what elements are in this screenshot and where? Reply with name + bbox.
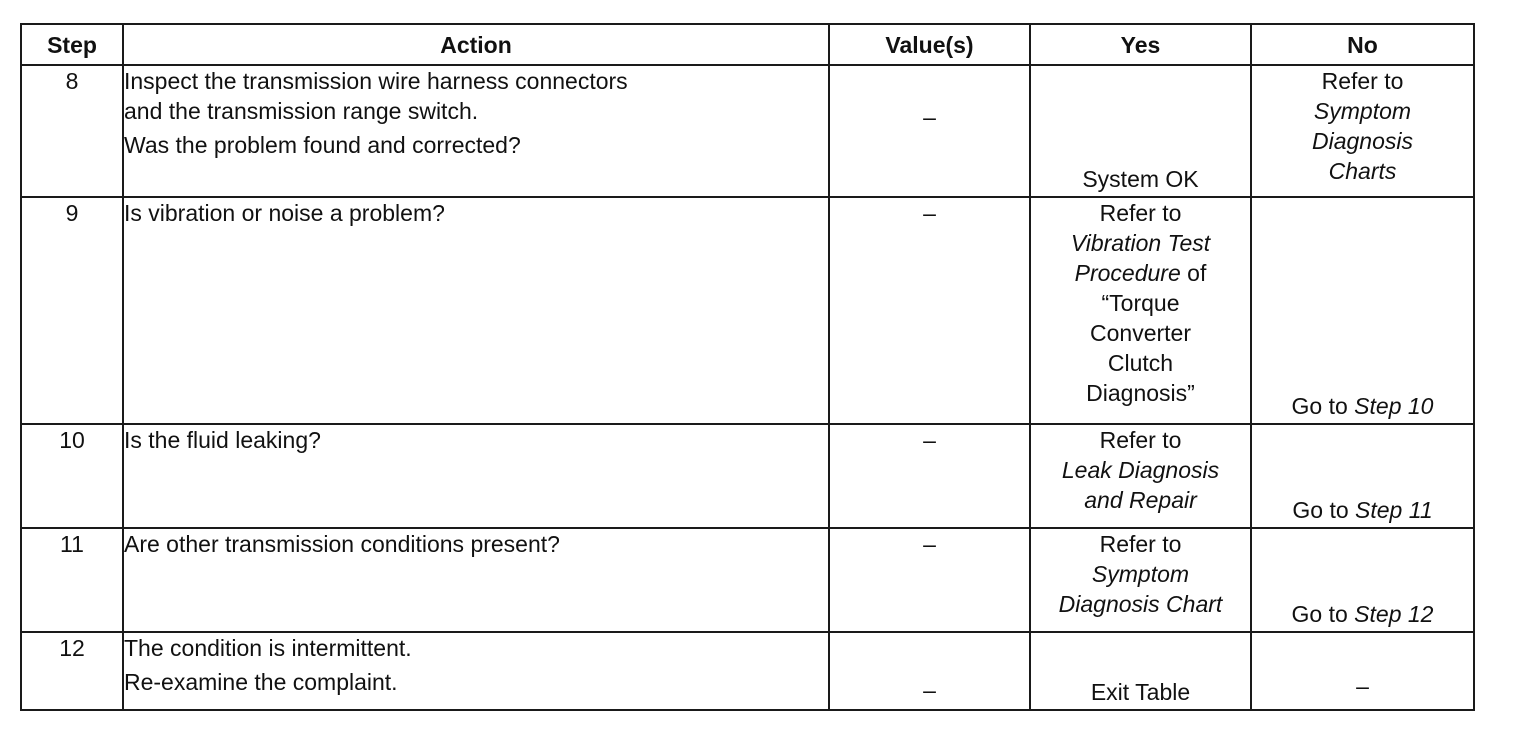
yes-cell — [1030, 424, 1251, 528]
value-cell: – — [829, 424, 1030, 528]
header-action: Action — [123, 24, 829, 65]
yes-result: System OK — [1082, 166, 1199, 192]
yes-reference-line — [1031, 258, 1250, 288]
header-values: Value(s) — [829, 24, 1030, 65]
no-reference-link[interactable]: Charts — [1328, 158, 1397, 184]
action-text: Was the problem found and corrected? — [124, 132, 521, 158]
step-number: 12 — [21, 632, 123, 710]
step-number: 10 — [21, 424, 123, 528]
no-cell — [1251, 528, 1474, 632]
action-text: Is vibration or noise a problem? — [124, 200, 445, 226]
yes-reference-suffix: of — [1180, 260, 1207, 286]
table-row — [21, 424, 1474, 528]
yes-reference-link[interactable]: Vibration Test — [1070, 230, 1211, 256]
no-result: – — [1356, 673, 1369, 699]
value-cell: – — [829, 65, 1030, 197]
header-row — [21, 24, 1474, 65]
action-text: Are other transmission conditions present? — [124, 531, 560, 557]
yes-reference-text: Converter — [1090, 320, 1191, 346]
action-text: Inspect the transmission wire harness connectors — [124, 68, 628, 94]
yes-reference-link[interactable]: Diagnosis Chart — [1058, 591, 1223, 617]
header-yes: Yes — [1030, 24, 1251, 65]
step-number: 11 — [21, 528, 123, 632]
goto-step-link[interactable]: Step 12 — [1354, 601, 1434, 627]
header-no: No — [1251, 24, 1474, 65]
action-cell — [123, 197, 829, 424]
yes-refer-text: Refer to — [1099, 531, 1182, 557]
yes-cell — [1030, 632, 1251, 710]
no-reference-link[interactable]: Diagnosis — [1312, 128, 1413, 154]
yes-reference-text: Diagnosis” — [1086, 380, 1195, 406]
yes-refer-text: Refer to — [1099, 427, 1182, 453]
action-cell — [123, 65, 829, 197]
yes-reference-link[interactable]: and Repair — [1084, 487, 1197, 513]
no-cell — [1251, 632, 1474, 710]
value-cell: – — [829, 528, 1030, 632]
step-number: 9 — [21, 197, 123, 424]
goto-step-link[interactable]: Step 11 — [1355, 497, 1433, 523]
yes-refer-text: Refer to — [1099, 200, 1182, 226]
header-step: Step — [21, 24, 123, 65]
no-goto — [1252, 599, 1473, 629]
no-cell — [1251, 65, 1474, 197]
no-cell — [1251, 197, 1474, 424]
action-cell — [123, 528, 829, 632]
action-cell — [123, 424, 829, 528]
no-cell — [1251, 424, 1474, 528]
yes-reference-text: “Torque — [1101, 290, 1180, 316]
value-cell: – — [829, 632, 1030, 710]
yes-result: Exit Table — [1090, 679, 1191, 705]
goto-step-link[interactable]: Step 10 — [1354, 393, 1434, 419]
diagnostic-table — [20, 23, 1475, 711]
yes-reference-link[interactable]: Symptom — [1091, 561, 1190, 587]
action-text: Is the fluid leaking? — [124, 427, 321, 453]
table-row — [21, 632, 1474, 710]
action-text: The condition is intermittent. — [124, 635, 412, 661]
table-row — [21, 197, 1474, 424]
yes-reference-text: Clutch — [1107, 350, 1174, 376]
goto-text: Go to — [1291, 393, 1355, 419]
yes-reference-link[interactable]: Procedure — [1074, 260, 1181, 286]
yes-cell — [1030, 197, 1251, 424]
goto-text: Go to — [1292, 497, 1356, 523]
action-text: and the transmission range switch. — [124, 98, 479, 124]
goto-text: Go to — [1291, 601, 1355, 627]
no-goto — [1252, 391, 1473, 421]
table-row — [21, 65, 1474, 197]
yes-cell — [1030, 528, 1251, 632]
step-number: 8 — [21, 65, 123, 197]
action-text: Re-examine the complaint. — [124, 669, 398, 695]
no-reference-link[interactable]: Symptom — [1313, 98, 1412, 124]
table-row — [21, 528, 1474, 632]
yes-cell — [1030, 65, 1251, 197]
no-refer-text: Refer to — [1321, 68, 1404, 94]
action-cell — [123, 632, 829, 710]
yes-reference-link[interactable]: Leak Diagnosis — [1061, 457, 1220, 483]
value-cell: – — [829, 197, 1030, 424]
no-goto — [1252, 495, 1473, 525]
